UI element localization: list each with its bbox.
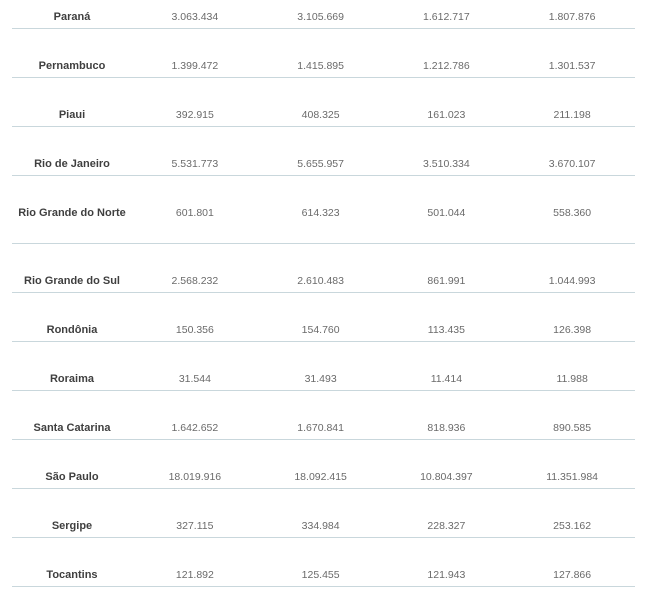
value-cell: 1.212.786 bbox=[384, 29, 510, 78]
value-cell: 31.544 bbox=[132, 342, 258, 391]
table-row bbox=[12, 489, 635, 538]
table-row bbox=[12, 538, 635, 587]
table-row bbox=[12, 29, 635, 78]
value-cell: 11.351.984 bbox=[509, 440, 635, 489]
value-cell: 1.301.537 bbox=[509, 29, 635, 78]
value-cell: 1.399.472 bbox=[132, 29, 258, 78]
value-cell: 3.670.107 bbox=[509, 127, 635, 176]
value-cell: 18.019.916 bbox=[132, 440, 258, 489]
value-cell: 1.612.717 bbox=[384, 0, 510, 29]
table-row bbox=[12, 244, 635, 293]
value-cell: 3.105.669 bbox=[258, 0, 384, 29]
value-cell: 1.415.895 bbox=[258, 29, 384, 78]
value-cell: 1.044.993 bbox=[509, 244, 635, 293]
value-cell: 1.642.652 bbox=[132, 391, 258, 440]
value-cell: 228.327 bbox=[384, 489, 510, 538]
value-cell: 31.493 bbox=[258, 342, 384, 391]
value-cell: 558.360 bbox=[509, 176, 635, 244]
table-row bbox=[12, 342, 635, 391]
value-cell: 127.866 bbox=[509, 538, 635, 587]
value-cell: 126.398 bbox=[509, 293, 635, 342]
value-cell: 125.455 bbox=[258, 538, 384, 587]
value-cell: 113.435 bbox=[384, 293, 510, 342]
state-cell: Tocantins bbox=[12, 538, 132, 587]
value-cell: 1.807.876 bbox=[509, 0, 635, 29]
state-cell: Rio Grande do Norte bbox=[12, 176, 132, 244]
value-cell: 211.198 bbox=[509, 78, 635, 127]
state-cell: Santa Catarina bbox=[12, 391, 132, 440]
value-cell: 3.510.334 bbox=[384, 127, 510, 176]
state-cell: Paraná bbox=[12, 0, 132, 29]
table-row bbox=[12, 0, 635, 29]
value-cell: 161.023 bbox=[384, 78, 510, 127]
state-cell: Rio de Janeiro bbox=[12, 127, 132, 176]
state-cell: Rondônia bbox=[12, 293, 132, 342]
value-cell: 501.044 bbox=[384, 176, 510, 244]
value-cell: 154.760 bbox=[258, 293, 384, 342]
value-cell: 121.892 bbox=[132, 538, 258, 587]
state-cell: Pernambuco bbox=[12, 29, 132, 78]
value-cell: 1.670.841 bbox=[258, 391, 384, 440]
value-cell: 614.323 bbox=[258, 176, 384, 244]
value-cell: 408.325 bbox=[258, 78, 384, 127]
value-cell: 2.568.232 bbox=[132, 244, 258, 293]
value-cell: 10.804.397 bbox=[384, 440, 510, 489]
state-data-table bbox=[12, 0, 635, 587]
state-cell: Sergipe bbox=[12, 489, 132, 538]
value-cell: 11.414 bbox=[384, 342, 510, 391]
value-cell: 890.585 bbox=[509, 391, 635, 440]
table-row bbox=[12, 127, 635, 176]
state-cell: Roraima bbox=[12, 342, 132, 391]
table-row bbox=[12, 78, 635, 127]
value-cell: 5.655.957 bbox=[258, 127, 384, 176]
table-row bbox=[12, 391, 635, 440]
value-cell: 18.092.415 bbox=[258, 440, 384, 489]
table-row bbox=[12, 176, 635, 244]
table-row bbox=[12, 440, 635, 489]
value-cell: 392.915 bbox=[132, 78, 258, 127]
value-cell: 121.943 bbox=[384, 538, 510, 587]
value-cell: 861.991 bbox=[384, 244, 510, 293]
table-row bbox=[12, 293, 635, 342]
value-cell: 334.984 bbox=[258, 489, 384, 538]
value-cell: 601.801 bbox=[132, 176, 258, 244]
value-cell: 150.356 bbox=[132, 293, 258, 342]
value-cell: 11.988 bbox=[509, 342, 635, 391]
state-cell: São Paulo bbox=[12, 440, 132, 489]
state-cell: Rio Grande do Sul bbox=[12, 244, 132, 293]
value-cell: 253.162 bbox=[509, 489, 635, 538]
value-cell: 5.531.773 bbox=[132, 127, 258, 176]
value-cell: 818.936 bbox=[384, 391, 510, 440]
state-cell: Piaui bbox=[12, 78, 132, 127]
value-cell: 2.610.483 bbox=[258, 244, 384, 293]
value-cell: 327.115 bbox=[132, 489, 258, 538]
value-cell: 3.063.434 bbox=[132, 0, 258, 29]
